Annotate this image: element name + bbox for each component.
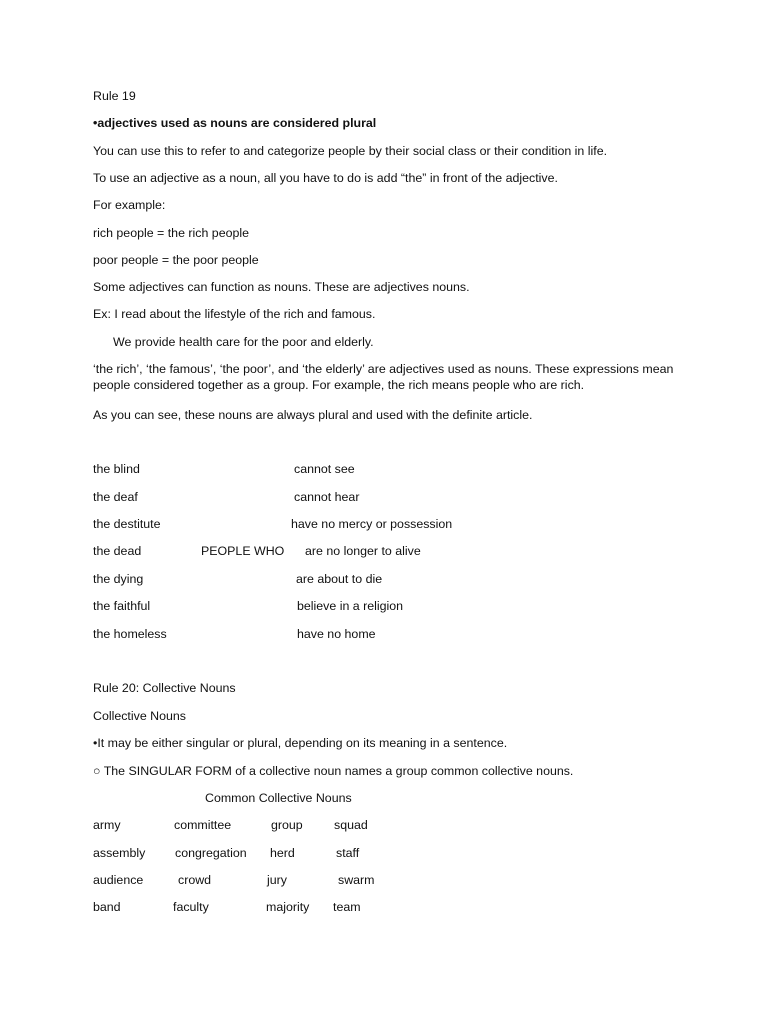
collective-noun: congregation	[175, 846, 247, 860]
rule19-example-2: poor people = the poor people	[93, 253, 259, 267]
rule19-paragraph-7: ‘the rich’, ‘the famous’, ‘the poor’, and ‘the elderly’ are adjectives used as nouns. These expressions mean people considered together as a group. For example, the rich means people who are rich.	[93, 362, 674, 392]
collective-noun: faculty	[173, 900, 209, 914]
rule19-example-1: rich people = the rich people	[93, 226, 250, 240]
people-who-label: PEOPLE WHO	[201, 544, 285, 558]
collective-noun: staff	[336, 846, 360, 860]
people-meaning: cannot hear	[294, 490, 360, 504]
collective-noun: assembly	[93, 846, 146, 860]
rule20-circle-point: ○ The SINGULAR FORM of a collective noun names a group common collective nouns.	[93, 764, 574, 778]
collective-noun: group	[271, 818, 303, 832]
collective-table-title: Common Collective Nouns	[205, 791, 352, 805]
rule19-paragraph-3: For example:	[93, 198, 166, 212]
people-meaning: cannot see	[294, 462, 355, 476]
people-meaning: believe in a religion	[297, 599, 404, 613]
people-noun: the deaf	[93, 490, 138, 504]
rule19-paragraph-8: As you can see, these nouns are always plural and used with the definite article.	[93, 408, 533, 422]
collective-noun: herd	[270, 846, 295, 860]
collective-noun: committee	[174, 818, 232, 832]
collective-noun: band	[93, 900, 121, 914]
collective-noun: audience	[93, 873, 144, 887]
people-meaning: are no longer to alive	[305, 544, 421, 558]
collective-noun: team	[333, 900, 361, 914]
people-noun: the homeless	[93, 627, 167, 641]
rule19-bullet: •adjectives used as nouns are considered plural	[93, 116, 377, 130]
people-noun: the blind	[93, 462, 140, 476]
rule19-paragraph-1: You can use this to refer to and categorize people by their social class or their condition in life.	[93, 144, 608, 158]
collective-noun: army	[93, 818, 121, 832]
people-meaning: are about to die	[296, 572, 383, 586]
rule19-paragraph-5: Ex: I read about the lifestyle of the rich and famous.	[93, 307, 376, 321]
collective-noun: crowd	[178, 873, 212, 887]
rule20-bullet: •It may be either singular or plural, depending on its meaning in a sentence.	[93, 736, 508, 750]
people-noun: the faithful	[93, 599, 151, 613]
people-noun: the dead	[93, 544, 142, 558]
rule19-paragraph-2: To use an adjective as a noun, all you have to do is add “the” in front of the adjective.	[93, 171, 558, 185]
collective-noun: majority	[266, 900, 310, 914]
people-noun: the destitute	[93, 517, 161, 531]
collective-noun: swarm	[338, 873, 375, 887]
rule19-paragraph-4: Some adjectives can function as nouns. These are adjectives nouns.	[93, 280, 470, 294]
rule19-heading: Rule 19	[93, 89, 136, 103]
collective-noun: squad	[334, 818, 368, 832]
rule20-heading: Rule 20: Collective Nouns	[93, 681, 236, 695]
rule20-subheading: Collective Nouns	[93, 709, 186, 723]
rule19-paragraph-6: We provide health care for the poor and elderly.	[113, 335, 374, 349]
people-meaning: have no mercy or possession	[291, 517, 453, 531]
people-meaning: have no home	[297, 627, 376, 641]
collective-noun: jury	[267, 873, 287, 887]
people-noun: the dying	[93, 572, 144, 586]
